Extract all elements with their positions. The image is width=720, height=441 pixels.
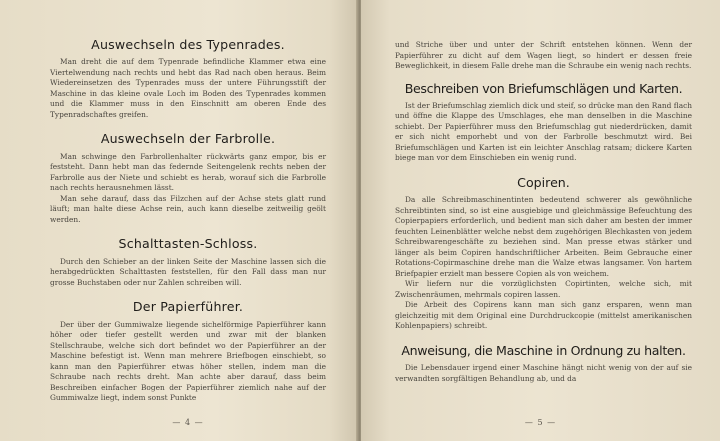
section-heading: Der Papierführer. [132,299,244,315]
paragraph: Man schwinge den Farbrollenhalter rückwärts ganz empor, bis er feststeht. Dann hebt man das federnde Seitengelenk rechts neben der Farbrolle aus der Niete und schiebt es herab, worauf sich die Farbrolle nach rechts herausnehmen lässt. [50,151,326,193]
paragraph: Man dreht die auf dem Typenrade befindliche Klammer etwa eine Viertelwendung nach rechts und hebt das Rad nach oben heraus. Beim Wiedereinsetzen des Typenrades muss der untere Führungsstift der Maschine in das kleine ovale Loch im Boden des Typenrades kommen und die Klammer muss in den Einschnitt am oberen Ende des Typenradschaftes greifen. [50,57,326,119]
section-anweisung [395,344,692,384]
section-farbrolle [50,132,326,225]
paragraph: und Striche über und unter der Schrift entstehen können. Wenn der Papierführer zu dicht auf dem Wagen liegt, so hindert er dessen freie Beweglichkeit, in diesem Falle drehe man die Schraube ein wenig nach rechts. [395,40,692,70]
section-typenrad [50,38,326,120]
section-heading: Anweisung, die Maschine in Ordnung zu halten. [401,342,686,358]
left-page [0,0,358,441]
paragraph: Wir liefern nur die vorzüglichsten Copirtinten, welche sich, mit Zwischenräumen, mehrmals copiren lassen. [395,279,692,299]
right-page [361,0,720,441]
section-papierfuehrer [50,300,326,403]
paragraph: Da alle Schreibmaschinentinten bedeutend schwerer als gewöhnliche Schreibtinten sind, so ist eine ausgiebige und gleichmässige Befeuchtung des Copierpapiers erforderlich, und bedient man sich daher am besten der immer feuchten Leinenblätter welche nebst dem zugehörigen Blechkasten von jedem Schreibwarengeschäfte zu beziehen sind. Man presse etwas stärker und länger als beim Copiren handschriftlicher Arbeiten. Beim Gebrauche einer Rotations-Copirmaschine drehe man die Walze etwas langsamer. Von hartem Briefpapier erzielt man bessere Copien als von weichem. [395,195,692,278]
section-heading: Schalttasten-Schloss. [118,236,258,252]
section-briefumschlaege [395,82,692,164]
section-heading: Auswechseln des Typenrades. [91,37,285,52]
section-heading: Beschreiben von Briefumschlägen und Karten. [404,80,683,96]
paragraph: Man sehe darauf, dass das Filzchen auf der Achse stets glatt rund läuft; man halte diese Achse rein, auch kann dieselbe zeitweilig geölt werden. [50,193,326,224]
paragraph: Durch den Schieber an der linken Seite der Maschine lassen sich die herabgedrückten Schalttasten feststellen, für den Fall dass man nur grosse Buchstaben oder nur Zahlen schreiben will. [50,256,326,287]
page-number: — 4 — [172,418,204,427]
section-continuation [395,40,692,72]
paragraph: Die Arbeit des Copirens kann man sich ganz ersparen, wenn man gleichzeitig mit dem Original eine Durchdruckcopie (mittelst amerikanischen Kohlenpapiers) schreibt. [395,300,692,331]
section-heading: Auswechseln der Farbrolle. [100,131,276,147]
paragraph: Die Lebensdauer irgend einer Maschine hängt nicht wenig von der auf sie verwandten sorgfältigen Behandlung ab, und da [395,363,692,383]
page-number: — 5 — [524,418,557,427]
section-schalttasten [50,237,326,288]
section-copiren [395,176,692,332]
paragraph: Ist der Briefumschlag ziemlich dick und steif, so drücke man den Rand flach und öffne die Klappe des Umschlages, ehe man denselben in die Maschine schiebt. Der Papierführer muss den Briefumschlag gut niederdrücken, damit er sich nicht emporhebt und von der Farbrolle beschmutzt wird. Bei Briefumschlägen und Karten ist ein leichter Anschlag ratsam; dickere Karten biege man vor dem Einschieben ein wenig rund. [395,100,692,163]
section-heading: Copiren. [517,174,570,190]
paragraph: Der über der Gummiwalze liegende sichelförmige Papierführer kann höher oder tiefer gestellt werden und zwar mit der blanken Stellschraube, welche sich dort befindet wo der Papierführer an der Maschine befestigt ist. Wenn man mehrere Briefbogen einschiebt, so kann man den Papierführer etwas höher stellen, indem man die Schraube nach rechts dreht. Man achte aber darauf, dass beim Beschreiben einfacher Bogen der Papierführer ziemlich nahe auf der Gummiwalze liegt, indem sonst Punkte [50,319,326,403]
